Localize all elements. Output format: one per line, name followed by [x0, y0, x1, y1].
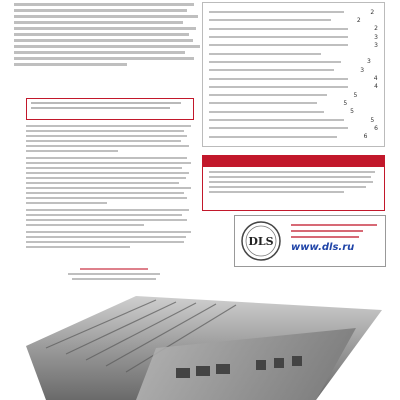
toc-entry-page: 5: [370, 116, 375, 124]
toc-entry: [209, 99, 378, 107]
application-box: [202, 155, 385, 211]
toc-entry: [209, 91, 378, 99]
toc-entry-label: [209, 136, 337, 138]
dls-logo-icon: [240, 219, 282, 263]
toc-entry: [209, 74, 378, 82]
toc-entry-page: 4: [373, 75, 378, 83]
toc-entry-label: [209, 78, 348, 80]
toc-entry-page: 5: [343, 99, 348, 107]
toc-entry-label: [209, 86, 348, 88]
logo-text: DLS: [248, 235, 274, 248]
toc-entry-page: 5: [350, 108, 354, 116]
toc-entry-label: [209, 44, 348, 46]
toc-entry-page: 5: [353, 91, 358, 99]
article-paragraph: [26, 157, 194, 204]
application-text: [203, 167, 384, 200]
toc-entry: [209, 8, 378, 16]
article-paragraph: [26, 209, 194, 226]
toc-entry-label: [209, 28, 348, 30]
toc-entry: [209, 132, 378, 140]
toc-entry: [209, 16, 378, 24]
toc-entry: [209, 41, 378, 49]
toc-entry-page: 3: [360, 66, 365, 74]
toc-entry-page: 2: [374, 25, 378, 33]
toc-entry-page: 2: [356, 16, 361, 24]
toc-entry: [209, 83, 378, 91]
article-body: [26, 125, 194, 253]
toc-entry-page: 3: [366, 58, 371, 66]
toc-entry: [209, 49, 378, 57]
toc-entry: [209, 116, 378, 124]
toc-entry: [209, 108, 378, 116]
toc-entry-label: [209, 53, 321, 55]
table-of-contents: [202, 2, 385, 147]
toc-entry: [209, 58, 378, 66]
article-paragraph: [26, 231, 194, 248]
intro-paragraph: [14, 3, 202, 69]
toc-entry-label: [209, 119, 344, 121]
toc-entry-page: 3: [374, 33, 378, 41]
toc-entry-page: 6: [363, 133, 368, 141]
website-link[interactable]: www.dls.ru: [291, 242, 355, 253]
toc-entry-label: [209, 111, 324, 113]
closing-note: [66, 268, 162, 283]
toc-entry-label: [209, 11, 344, 13]
toc-entry-label: [209, 102, 317, 104]
highlight-box: [26, 98, 194, 120]
toc-entry: [209, 66, 378, 74]
toc-entry-page: 6: [374, 124, 378, 132]
toc-entry: [209, 33, 378, 41]
amplifier-image: [16, 288, 388, 400]
application-heading: [203, 156, 384, 167]
representative-info: [291, 224, 381, 253]
representative-box: [234, 215, 386, 267]
toc-entry: [209, 25, 378, 33]
toc-entry-label: [209, 69, 334, 71]
toc-entry-label: [209, 36, 348, 38]
toc-entry-label: [209, 19, 331, 21]
toc-entry-label: [209, 61, 341, 63]
toc-entry: [209, 124, 378, 132]
toc-entry-page: 3: [374, 41, 378, 49]
toc-entry-label: [209, 127, 348, 129]
article-paragraph: [26, 125, 194, 152]
toc-entry-page: 2: [370, 8, 375, 16]
toc-entry-label: [209, 94, 327, 96]
toc-entry-page: 4: [374, 83, 378, 91]
